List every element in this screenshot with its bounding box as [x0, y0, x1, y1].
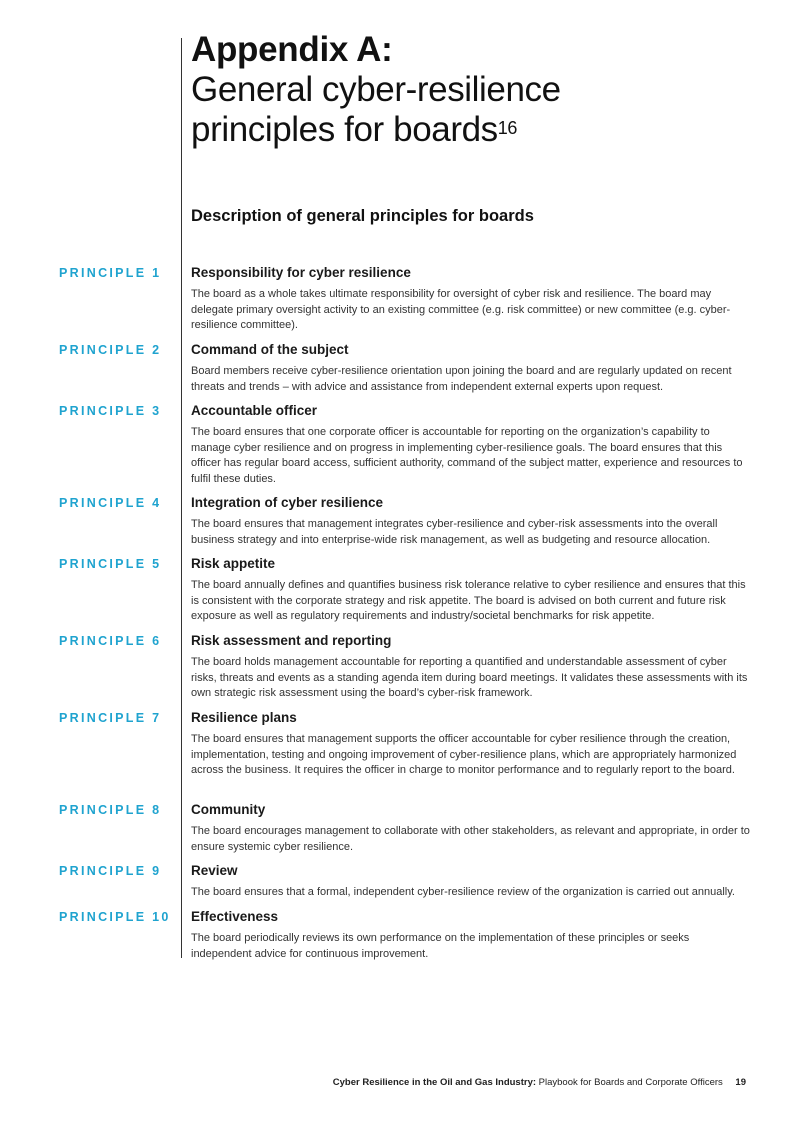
principle-title: Responsibility for cyber resilience: [191, 265, 411, 280]
principle-body: The board periodically reviews its own performance on the implementation of these principles or seeks independent advice for continuous improvement.: [191, 932, 690, 960]
principle-title: Effectiveness: [191, 909, 279, 924]
footer-publication-title: Cyber Resilience in the Oil and Gas Industry:: [332, 1077, 537, 1088]
vertical-rule: [181, 38, 182, 958]
principle-title: Integration of cyber resilience: [191, 495, 384, 510]
principle-label: PRINCIPLE 6: [59, 634, 162, 648]
principle-label: PRINCIPLE 2: [59, 343, 162, 357]
principle-title: Review: [191, 863, 238, 878]
principle-label: PRINCIPLE 10: [59, 910, 171, 924]
appendix-heading: Appendix A:: [191, 30, 393, 69]
principle-label: PRINCIPLE 1: [59, 266, 162, 280]
footer-subtitle: Playbook for Boards and Corporate Officers: [538, 1077, 723, 1088]
principle-label: PRINCIPLE 7: [59, 711, 162, 725]
principle-title: Community: [191, 802, 266, 817]
principle-title: Risk assessment and reporting: [191, 633, 392, 648]
subtitle-line-1: General cyber-resilience: [191, 70, 561, 109]
principle-body: The board ensures that one corporate officer is accountable for reporting on the organization’s capability to manage cyber resilience and on progress in implementing cyber-resilience goals. The board ensures that this officer has regular board access, sufficient authority, command of the subject matter, experience and resources to fulfil these duties.: [191, 426, 743, 485]
principle-body: The board ensures that management integrates cyber-resilience and cyber-risk assessments into the overall business strategy and into enterprise-wide risk management, as well as budgeting and resource allocation.: [191, 518, 718, 546]
principle-label: PRINCIPLE 8: [59, 803, 162, 817]
principle-body: The board as a whole takes ultimate responsibility for oversight of cyber risk and resilience. The board may delegate primary oversight activity to an existing committee (e.g. risk committee) or new committee (e.g. cyber-resilience committee).: [191, 288, 731, 331]
appendix-subtitle: [191, 70, 771, 150]
footnote-marker: 16: [497, 118, 517, 138]
principle-label: PRINCIPLE 3: [59, 404, 162, 418]
subtitle-line-2: principles for boards: [191, 110, 498, 149]
page-footer: [333, 1077, 746, 1088]
principle-title: Risk appetite: [191, 556, 276, 571]
principle-body: Board members receive cyber-resilience orientation upon joining the board and are regularly updated on recent threats and trends – with advice and assistance from independent external experts upon request.: [191, 365, 732, 393]
principle-label: PRINCIPLE 4: [59, 496, 162, 510]
section-heading: Description of general principles for boards: [191, 207, 534, 225]
principle-label: PRINCIPLE 5: [59, 557, 162, 571]
principle-body: The board holds management accountable for reporting a quantified and understandable assessment of cyber risks, threats and events as a standing agenda item during board meetings. It validates these assessments with its own strategic risk assessment using the board’s cyber-risk framework.: [191, 656, 748, 699]
page-number: 19: [735, 1077, 746, 1088]
principle-title: Command of the subject: [191, 342, 349, 357]
principle-body: The board annually defines and quantifies business risk tolerance relative to cyber resilience and ensures that this is consistent with the corporate strategy and risk appetite. The board is advised on both current and future risk exposure as well as regulatory requirements and industry/societal benchmarks for risk appetite.: [191, 579, 746, 622]
principle-title: Accountable officer: [191, 403, 318, 418]
principle-body: The board encourages management to collaborate with other stakeholders, as relevant and appropriate, in order to ensure systemic cyber resilience.: [191, 825, 750, 853]
principle-label: PRINCIPLE 9: [59, 864, 162, 878]
principle-body: The board ensures that a formal, independent cyber-resilience review of the organization is carried out annually.: [191, 886, 735, 898]
page-title: [191, 30, 771, 150]
principle-body: The board ensures that management supports the officer accountable for cyber resilience through the creation, implementation, testing and ongoing improvement of cyber-resilience plans, which are appropriately harmonized across the business. It requires the officer in charge to monitor performance and to regularly report to the board.: [191, 733, 737, 776]
principle-title: Resilience plans: [191, 710, 297, 725]
